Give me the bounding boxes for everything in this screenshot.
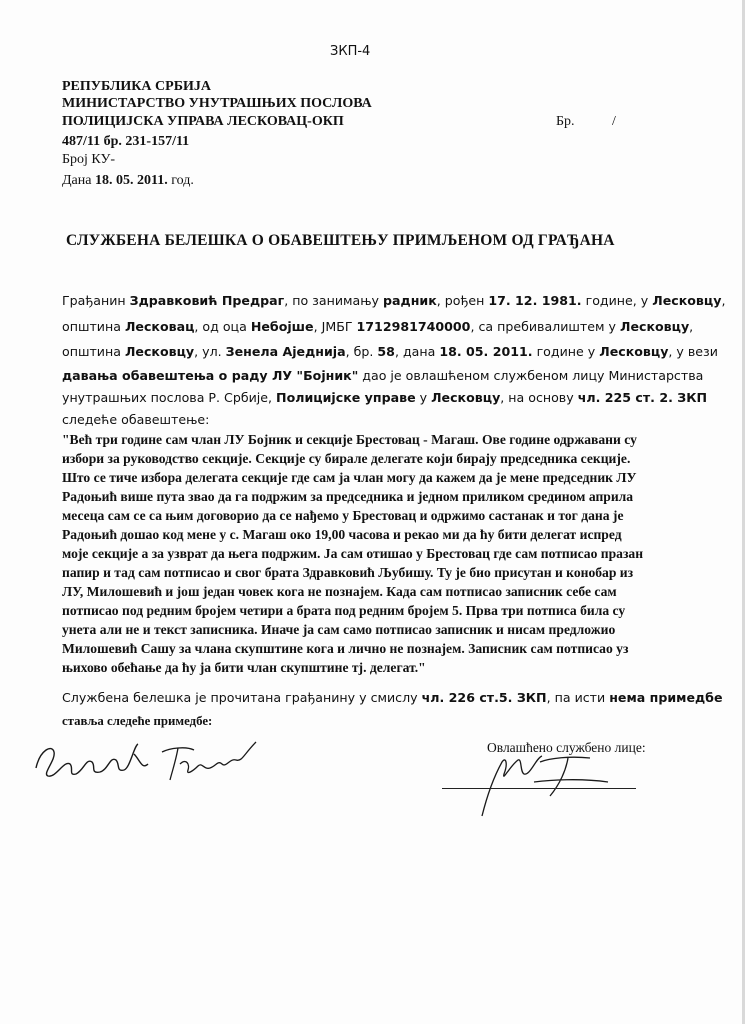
text-segment: нема примедбе <box>609 690 723 705</box>
text-segment: , па исти <box>546 690 610 705</box>
statement-line: унета али не и текст записника. Иначе ја сам само потписао записник и нисам предложио <box>62 622 616 637</box>
header-ministry: МИНИСТАРСТВО УНУТРАШЊИХ ПОСЛОВА <box>62 96 372 111</box>
date-suffix: год. <box>167 173 194 188</box>
text-segment: , на основу <box>500 390 578 405</box>
text-segment: , ул. <box>194 344 226 359</box>
text-segment: Лесковцу <box>124 344 195 359</box>
statement-line: потписао под редним бројем четири а брата под редним бројем 5. Прва три потписа била су <box>62 603 626 618</box>
date-value: 18. 05. 2011. <box>94 173 168 188</box>
citizen-signature <box>30 730 270 786</box>
text-segment: Службена белешка је прочитана грађанину у смислу <box>62 690 422 705</box>
text-segment: , рођен <box>436 293 489 308</box>
text-segment: , са пребивалиштем у <box>470 319 620 334</box>
header-republic: РЕПУБЛИКА СРБИЈА <box>62 79 211 94</box>
text-segment: године, у <box>581 293 653 308</box>
header-date <box>62 173 194 189</box>
header-case-number: 487/11 бр. 231-157/11 <box>62 134 190 149</box>
text-segment: , од оца <box>194 319 251 334</box>
body-line <box>62 390 707 405</box>
remarks-line: стављa следеће примедбе: <box>62 714 213 728</box>
reference-number-label: Бр. <box>556 114 575 129</box>
text-segment: општина <box>62 344 125 359</box>
body-line <box>62 412 209 427</box>
text-segment: Лесковац <box>124 319 195 334</box>
text-segment: унутрашњих послова Р. Србије, <box>62 390 277 405</box>
statement-line: избори за руководство секције. Секције су бирале делегате који бирају председника секције. <box>62 451 631 466</box>
header-ku-number: Број КУ- <box>62 152 116 167</box>
document-title: СЛУЖБЕНА БЕЛЕШКА О ОБАВЕШТЕЊУ ПРИМЉЕНОМ ОД ГРАЂАНА <box>66 232 615 249</box>
closing-note <box>62 690 723 705</box>
text-segment: Небојше <box>250 319 314 334</box>
text-segment: , у вези <box>668 344 718 359</box>
text-segment: , бр. <box>345 344 378 359</box>
header-police-department: ПОЛИЦИЈСКА УПРАВА ЛЕСКОВАЦ-ОКП <box>62 114 344 129</box>
text-segment: Полицијске управе <box>276 390 416 405</box>
statement-line: папир и тад сам потписао и свог брата Здравковић Љубишу. Ту је био присутан и конобар из <box>62 565 634 580</box>
text-segment: , дана <box>394 344 440 359</box>
statement-line: Милошевић Сашу за члана скупштине кога и лично не познајем. Записник сам потписао уз <box>62 641 629 656</box>
form-code: ЗКП-4 <box>330 44 371 59</box>
text-segment: , по занимању <box>284 293 384 308</box>
text-segment: 17. 12. 1981. <box>488 293 582 308</box>
body-line <box>62 319 693 334</box>
text-segment: Зенела Аједнија <box>225 344 346 359</box>
body-line <box>62 293 725 308</box>
text-segment: чл. 225 ст. 2. ЗКП <box>577 390 708 405</box>
text-segment: Лесковцу <box>599 344 669 359</box>
text-segment: у <box>415 390 432 405</box>
text-segment: радник <box>383 293 437 308</box>
signature-line <box>442 788 636 789</box>
reference-number-slash: / <box>612 114 616 129</box>
text-segment: Лесковцу <box>431 390 501 405</box>
statement-line: Радоњић више пута звао да га подржим за председника и једном приликом средином априла <box>62 489 634 504</box>
date-label: Дана <box>62 173 95 188</box>
statement-line: "Већ три године сам члан ЛУ Бојник и секције Брестовац - Магаш. Ове године одржавани су <box>62 432 637 447</box>
statement-line: Радоњић дошао код мене у с. Магаш око 19,00 часова и рекао ми да ћу бити делегат испред <box>62 527 622 542</box>
text-segment: Здравковић Предраг <box>129 293 285 308</box>
text-segment: Грађанин <box>62 293 130 308</box>
text-segment: општина <box>62 319 125 334</box>
officer-signature <box>440 752 650 822</box>
text-segment: , <box>689 319 694 334</box>
statement-line: месеца сам се са њим договорио да се нађемо у Брестовац и одржимо састанак и тог дана је <box>62 508 624 523</box>
text-segment: Лесковцу <box>652 293 722 308</box>
text-segment: следеће обавештење: <box>62 412 210 427</box>
officer-label: Овлашћено службено лице: <box>487 740 646 755</box>
text-segment: 18. 05. 2011. <box>439 344 533 359</box>
text-segment: , ЈМБГ <box>313 319 357 334</box>
statement-line: Што се тиче избора делегата секције где сам ја члан могу да кажем да је мене председник ЛУ <box>62 470 637 485</box>
statement-line: ЛУ, Милошевић и још један човек кога не познајем. Када сам потписао записник себе сам <box>62 584 617 599</box>
text-segment: чл. 226 ст.5. ЗКП <box>421 690 547 705</box>
text-segment: 58 <box>377 344 395 359</box>
text-segment: давања обавештења о раду ЛУ "Бојник" <box>62 368 359 383</box>
text-segment: године у <box>532 344 600 359</box>
body-line <box>62 368 703 383</box>
text-segment: Лесковцу <box>619 319 690 334</box>
text-segment: 1712981740000 <box>356 319 471 334</box>
text-segment: дао је овлашћеном службеном лицу Министарства <box>358 368 704 383</box>
statement-line: моје секције а за узврат да њега подржим. Ја сам отишао у Брестовац где сам потписао празан <box>62 546 644 561</box>
text-segment: , <box>721 293 726 308</box>
statement-line: њихово обећање да ћу ја бити члан скупштине тј. делегат." <box>62 660 426 675</box>
body-line <box>62 344 718 359</box>
